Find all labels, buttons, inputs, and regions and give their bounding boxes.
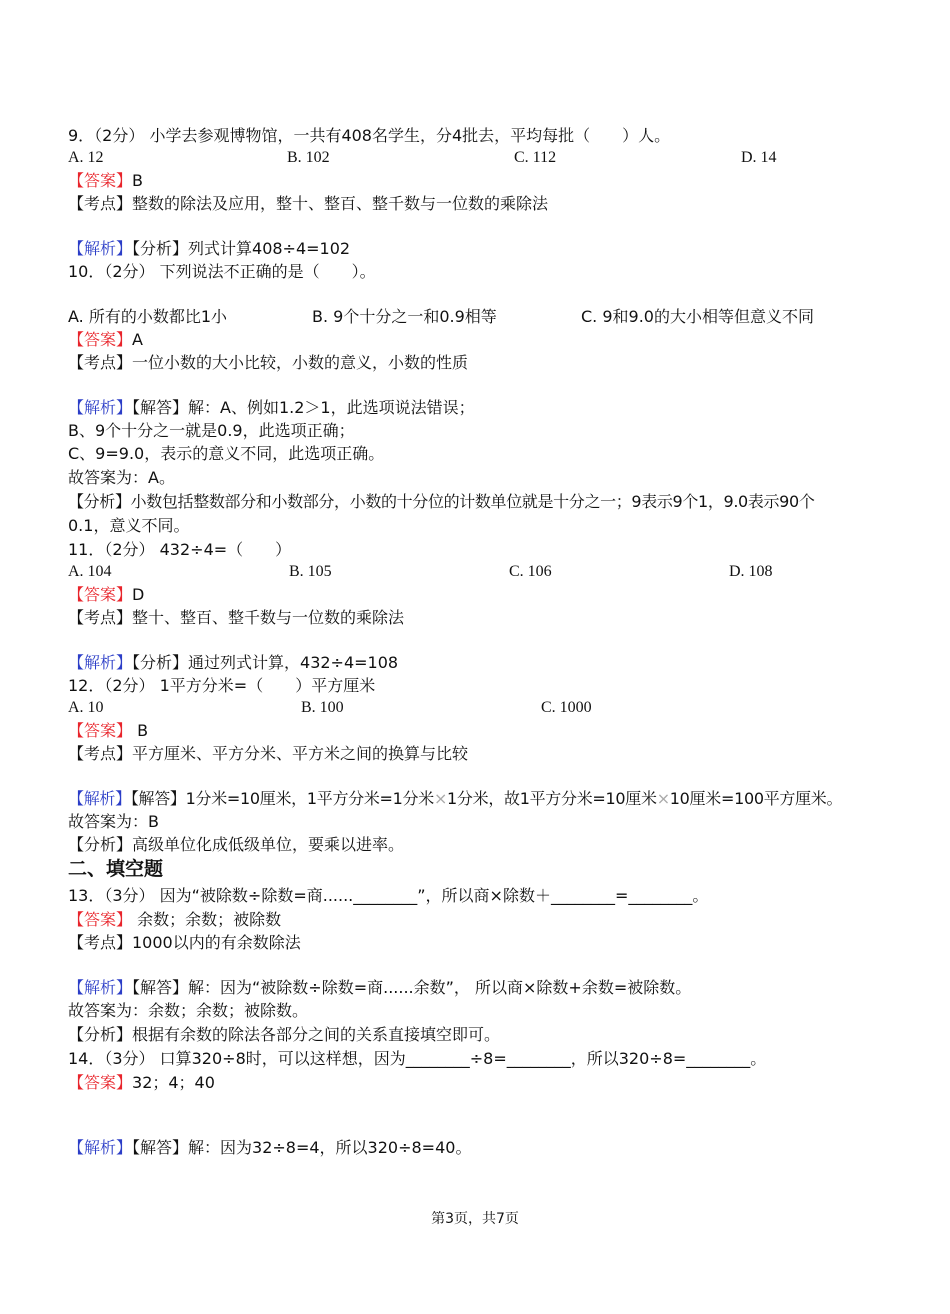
q10-key-point: 【考点】一位小数的大小比较，小数的意义，小数的性质	[68, 353, 469, 372]
q12-option-c: C. 1000	[541, 699, 592, 716]
q11-option-b: B. 105	[289, 563, 332, 580]
answer-tag: 【答案】	[68, 171, 133, 190]
q10-stem: 10．（2分） 下列说法不正确的是（ ）。	[68, 262, 376, 281]
q12-stem: 12．（2分） 1平方分米=（ ）平方厘米	[68, 676, 376, 695]
analysis-tag: 【解析】	[68, 978, 133, 997]
q10-analysis-line	[68, 397, 475, 419]
q9-key-point: 【考点】整数的除法及应用，整十、整百、整千数与一位数的乘除法	[68, 194, 549, 213]
q13-answer-line	[68, 909, 281, 931]
q14-answer-line	[68, 1072, 215, 1094]
q11-analysis-line	[68, 652, 398, 674]
q9-option-b: B. 102	[287, 149, 330, 166]
q13-conclusion: 故答案为：余数；余数；被除数。	[68, 1001, 309, 1020]
q11-analysis: 【分析】通过列式计算，432÷4=108	[132, 653, 399, 672]
q13-stem: 13．（3分） 因为“被除数÷除数=商......________”，所以商×除数＋________=________。	[68, 886, 709, 905]
answer-tag: 【答案】	[68, 1073, 133, 1092]
q10-analysis: 【解答】解：A、例如1.2＞1，此选项说法错误；	[132, 398, 475, 417]
q14-answer: 32；4；40	[132, 1073, 215, 1092]
q12-analysis-line	[68, 788, 842, 810]
q11-answer: D	[132, 585, 145, 604]
q12-answer: B	[132, 721, 149, 740]
q9-answer: B	[132, 171, 143, 190]
q10-analysis-c: C、9=9.0，表示的意义不同，此选项正确。	[68, 444, 385, 463]
q10-analysis-b: B、9个十分之一就是0.9，此选项正确；	[68, 421, 355, 440]
analysis-tag: 【解析】	[68, 398, 133, 417]
analysis-tag: 【解析】	[68, 653, 133, 672]
section-title: 二、填空题	[68, 858, 164, 880]
q13-analysis-line	[68, 977, 691, 999]
times-sign: ×	[433, 789, 448, 808]
q13-explanation: 【分析】根据有余数的除法各部分之间的关系直接填空即可。	[68, 1025, 501, 1044]
q12-analysis-part2: 1分米，故1平方分米=10厘米	[447, 789, 657, 808]
q13-answer: 余数；余数；被除数	[132, 910, 282, 929]
q10-answer: A	[132, 330, 143, 349]
q12-explanation: 【分析】高级单位化成低级单位，要乘以进率。	[68, 835, 405, 854]
q11-answer-line	[68, 584, 144, 606]
q11-stem: 11．（2分） 432÷4=（ ）	[68, 540, 292, 559]
q9-analysis-line	[68, 238, 350, 260]
analysis-tag: 【解析】	[68, 1138, 133, 1157]
q11-key-point: 【考点】整十、整百、整千数与一位数的乘除法	[68, 608, 405, 627]
q12-analysis-part1: 【解答】1分米=10厘米，1平方分米=1分米	[130, 789, 434, 808]
q12-option-a: A. 10	[68, 699, 104, 716]
q11-option-d: D. 108	[729, 563, 773, 580]
q9-answer-line	[68, 170, 143, 192]
q9-option-c: C. 112	[514, 149, 557, 166]
q10-explanation-cont: 0.1，意义不同。	[68, 516, 190, 535]
q10-option-b: B. 9个十分之一和0.9相等	[312, 307, 497, 326]
answer-tag: 【答案】	[68, 330, 133, 349]
q12-conclusion: 故答案为：B	[68, 812, 159, 831]
q12-key-point: 【考点】平方厘米、平方分米、平方米之间的换算与比较	[68, 744, 469, 763]
q12-analysis-part3: 10厘米=100平方厘米。	[669, 789, 843, 808]
q14-analysis-line	[68, 1137, 471, 1159]
answer-tag: 【答案】	[68, 721, 133, 740]
analysis-tag: 【解析】	[68, 789, 131, 808]
q10-option-a: A. 所有的小数都比1小	[68, 307, 228, 326]
q9-stem: 9．（2分） 小学去参观博物馆，一共有408名学生，分4批去，平均每批（ ）人。	[68, 126, 671, 145]
q14-stem: 14．（3分） 口算320÷8时，可以这样想，因为________÷8=________，所以320÷8=________。	[68, 1049, 767, 1068]
q9-option-d: D. 14	[741, 149, 777, 166]
answer-tag: 【答案】	[68, 585, 133, 604]
q12-option-b: B. 100	[301, 699, 344, 716]
q10-answer-line	[68, 329, 143, 351]
q13-key-point: 【考点】1000以内的有余数除法	[68, 933, 301, 952]
q10-option-c: C. 9和9.0的大小相等但意义不同	[581, 307, 814, 326]
page-footer: 第3页，共7页	[431, 1211, 519, 1227]
q9-analysis: 【分析】列式计算408÷4=102	[132, 239, 351, 258]
q11-option-a: A. 104	[68, 563, 112, 580]
q14-analysis: 【解答】解：因为32÷8=4，所以320÷8=40。	[132, 1138, 472, 1157]
analysis-tag: 【解析】	[68, 239, 133, 258]
q10-conclusion: 故答案为：A。	[68, 468, 175, 487]
answer-tag: 【答案】	[68, 910, 133, 929]
q12-answer-line	[68, 720, 148, 742]
q9-option-a: A. 12	[68, 149, 104, 166]
q10-explanation: 【分析】小数包括整数部分和小数部分，小数的十分位的计数单位就是十分之一；9表示9个1，9.0表示90个	[68, 492, 815, 511]
q13-analysis: 【解答】解：因为“被除数÷除数=商......余数”， 所以商×除数+余数=被除数。	[132, 978, 692, 997]
q11-option-c: C. 106	[509, 563, 552, 580]
times-sign: ×	[656, 789, 670, 808]
